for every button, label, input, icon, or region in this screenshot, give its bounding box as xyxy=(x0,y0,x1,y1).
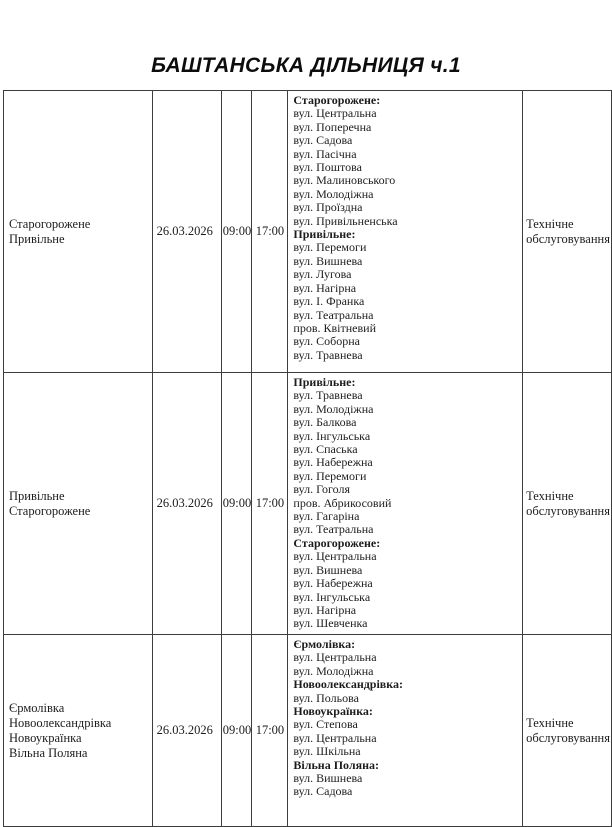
table-row xyxy=(4,373,612,635)
settlements-cell xyxy=(4,635,153,827)
streets-cell xyxy=(288,373,523,635)
streets-cell xyxy=(288,91,523,373)
street-item: вул. Центральна xyxy=(293,549,377,564)
table-row xyxy=(4,91,612,373)
settlement-name: Новоукраїнка xyxy=(9,730,82,745)
outage-schedule-table xyxy=(3,90,612,827)
date-cell: 26.03.2026 xyxy=(152,635,222,827)
table-body xyxy=(4,91,612,827)
street-item: вул. Вишнева xyxy=(293,562,363,577)
street-item: вул. Балкова xyxy=(293,415,357,430)
street-item: вул. Привільненська xyxy=(293,213,398,228)
settlement-name: Старогорожене xyxy=(9,216,91,231)
street-item: вул. Спаська xyxy=(293,442,358,457)
street-item: вул. Вишнева xyxy=(293,771,363,786)
street-group-header: Вільна Поляна: xyxy=(293,757,380,772)
settlement-name: Вільна Поляна xyxy=(9,745,88,760)
street-item: вул. Степова xyxy=(293,717,358,732)
street-item: вул. Садова xyxy=(293,133,353,148)
street-item: вул. Шевченка xyxy=(293,616,368,631)
streets-cell xyxy=(288,635,523,827)
street-item: вул. Польова xyxy=(293,690,359,705)
street-item: вул. Нагірна xyxy=(293,602,357,617)
street-item: вул. Інгульська xyxy=(293,428,371,443)
street-item: вул. Травнева xyxy=(293,347,363,362)
street-item: вул. Лугова xyxy=(293,267,352,282)
settlements-cell xyxy=(4,373,153,635)
street-item: вул. Проїздна xyxy=(293,200,363,215)
street-item: вул. Нагірна xyxy=(293,280,357,295)
street-item: вул. Садова xyxy=(293,784,353,799)
street-group-header: Старогорожене: xyxy=(293,93,381,107)
street-item: вул. Перемоги xyxy=(293,468,367,483)
work-type-cell: Технічне обслуговування xyxy=(523,373,612,635)
date-cell: 26.03.2026 xyxy=(152,373,222,635)
settlements-cell xyxy=(4,91,153,373)
street-group-header: Новоукраїнка: xyxy=(293,704,373,719)
time-end-cell: 17:00 xyxy=(252,373,288,635)
street-item: вул. Соборна xyxy=(293,334,360,349)
work-type-cell: Технічне обслуговування xyxy=(523,91,612,373)
street-item: вул. Вишнева xyxy=(293,253,363,268)
street-group-header: Привільне: xyxy=(293,375,356,389)
street-item: вул. Шкільна xyxy=(293,744,361,759)
street-item: вул. Молодіжна xyxy=(293,186,374,201)
street-item: пров. Квітневий xyxy=(293,320,376,335)
time-start-cell: 09:00 xyxy=(222,91,252,373)
street-item: вул. Поштова xyxy=(293,160,362,175)
street-item: вул. Травнева xyxy=(293,388,363,403)
time-start-cell: 09:00 xyxy=(222,635,252,827)
street-group-header: Новоолександрівка: xyxy=(293,677,404,692)
page-title: БАШТАНСЬКА ДІЛЬНИЦЯ ч.1 xyxy=(151,54,461,77)
street-item: вул. Набережна xyxy=(293,576,373,591)
street-item: вул. Центральна xyxy=(293,106,377,121)
street-item: вул. Театральна xyxy=(293,522,374,537)
street-item: пров. Абрикосовий xyxy=(293,495,392,510)
street-item: вул. Гагаріна xyxy=(293,509,360,524)
time-end-cell: 17:00 xyxy=(252,91,288,373)
date-cell: 26.03.2026 xyxy=(152,91,222,373)
street-item: вул. Набережна xyxy=(293,455,373,470)
street-item: вул. Поперечна xyxy=(293,119,372,134)
settlement-name: Привільне xyxy=(9,231,65,246)
settlement-name: Єрмолівка xyxy=(9,700,65,715)
street-item: вул. Театральна xyxy=(293,307,374,322)
street-group-header: Привільне: xyxy=(293,227,356,242)
street-item: вул. Центральна xyxy=(293,730,377,745)
street-item: вул. Малиновського xyxy=(293,173,396,188)
table-row xyxy=(4,635,612,827)
street-item: вул. Гоголя xyxy=(293,482,350,497)
street-item: вул. Молодіжна xyxy=(293,663,374,678)
settlement-name: Привільне xyxy=(9,488,65,503)
street-item: вул. Перемоги xyxy=(293,240,367,255)
street-group-header: Старогорожене: xyxy=(293,535,381,550)
work-type-cell: Технічне обслуговування xyxy=(523,635,612,827)
time-start-cell: 09:00 xyxy=(222,373,252,635)
street-item: вул. Інгульська xyxy=(293,589,371,604)
street-item: вул. І. Франка xyxy=(293,294,365,309)
time-end-cell: 17:00 xyxy=(252,635,288,827)
settlement-name: Старогорожене xyxy=(9,503,91,518)
street-item: вул. Центральна xyxy=(293,650,377,665)
street-group-header: Єрмолівка: xyxy=(293,637,356,651)
street-item: вул. Пасічна xyxy=(293,146,357,161)
street-item: вул. Молодіжна xyxy=(293,401,374,416)
settlement-name: Новоолександрівка xyxy=(9,715,112,730)
